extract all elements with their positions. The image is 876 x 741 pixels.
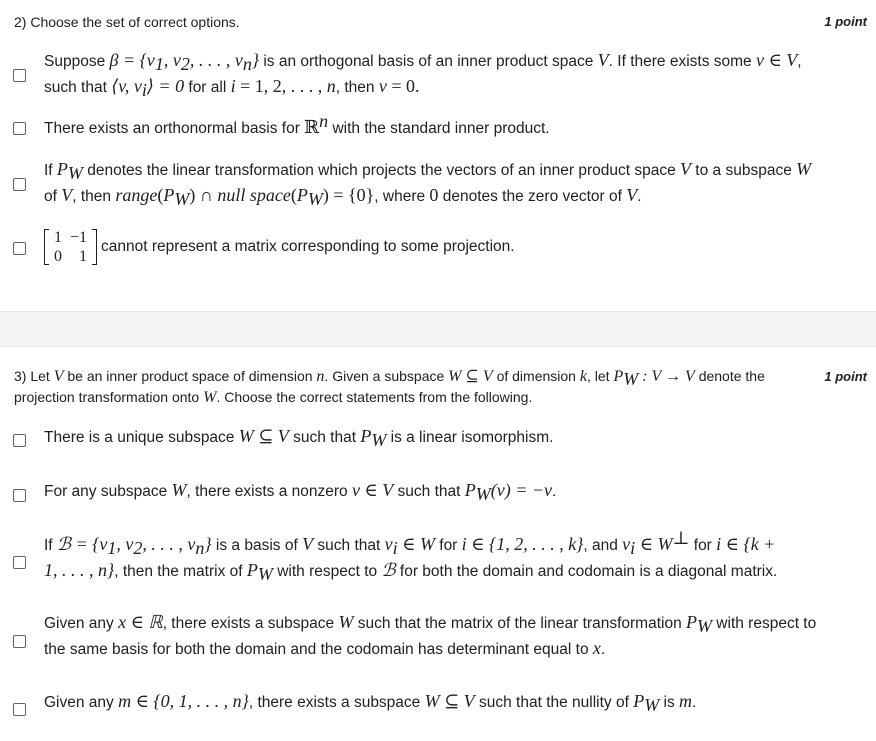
question-2-title: 2) Choose the set of correct options. bbox=[14, 14, 240, 30]
matrix-entry-12: −1 bbox=[70, 228, 88, 246]
q2-option-4-checkbox[interactable] bbox=[13, 242, 26, 255]
q2-option-3-checkbox[interactable] bbox=[13, 178, 26, 191]
q2-option-1-checkbox[interactable] bbox=[13, 69, 26, 82]
q2-option-2-text: There exists an orthonormal basis for ℝ$^n$ with the standard inner product. bbox=[44, 110, 550, 137]
matrix-entry-21: 0 bbox=[54, 247, 62, 265]
q3-option-1-text: There is a unique subspace W ⊆ V such that $P_W$ is a linear isomorphism. bbox=[44, 426, 554, 451]
q3-option-3-checkbox[interactable] bbox=[13, 556, 26, 569]
question-2-points: 1 point bbox=[824, 14, 867, 29]
question-3-points: 1 point bbox=[824, 369, 867, 384]
question-2-card bbox=[0, 0, 876, 311]
q3-option-2-text: For any subspace W, there exists a nonzero v ∈ V such that $P_W(v) = -v$. bbox=[44, 480, 557, 505]
question-3-card bbox=[0, 347, 876, 741]
projection-matrix bbox=[44, 228, 97, 266]
q3-option-5-text: Given any m ∈ {0, 1, . . . , n}, there exists a subspace W ⊆ V such that the nullity of $P_W$ is m. bbox=[44, 691, 697, 716]
matrix-entry-11: 1 bbox=[54, 228, 62, 246]
section-separator bbox=[0, 311, 876, 347]
q3-option-1-checkbox[interactable] bbox=[13, 434, 26, 447]
q3-option-4-text: Given any x ∈ ℝ, there exists a subspace W such that the matrix of the linear transformation $P_W$ with respect to the same basis for both the domain and the codomain has determinant equal to x. bbox=[44, 612, 817, 658]
q3-option-5-checkbox[interactable] bbox=[13, 703, 26, 716]
q2-option-3-text: If $P_W$ denotes the linear transformation which projects the vectors of an inner product space V to a subspace W of V, then $range(P_W)$ ∩ null $space(P_W) = \{0\}$, where 0 denotes the zero vector of V. bbox=[44, 159, 812, 210]
q2-option-4-text: 1 −1 0 1 cannot represent a matrix corresponding to some projection. bbox=[44, 222, 860, 272]
q2-option-1-text: Suppose $\beta = \{v_1$, $v_2$, . . . , $v_n$} is an orthogonal basis of an inner product space V. If there exists some v ∈ V, such that ⟨v, $v_i⟩ = 0$ for all i = 1, 2, . . . , n, then v = 0. bbox=[44, 50, 802, 101]
q3-option-3-text: If ℬ = {$v_1$, $v_2$, . . . , $v_n$} is a basis of V such that $v_i$ ∈ W for i ∈ {1, 2, . . . , k}, and $v_i$ ∈ W⊥ for i ∈ {k + 1, . . . , n}, then the matrix of $P_W$ with respect to ℬ for both the domain and codomain is a diagonal matrix. bbox=[44, 527, 778, 585]
q3-option-2-checkbox[interactable] bbox=[13, 489, 26, 502]
q2-option-2-checkbox[interactable] bbox=[13, 122, 26, 135]
matrix-entry-22: 1 bbox=[79, 247, 88, 265]
question-3-title: 3) Let V be an inner product space of dimension n. Given a subspace W ⊆ V of dimension k, let $P_W$ : V → V denote the projection transformation onto W. Choose the correct statements from the following. bbox=[14, 368, 765, 406]
q3-option-4-checkbox[interactable] bbox=[13, 635, 26, 648]
